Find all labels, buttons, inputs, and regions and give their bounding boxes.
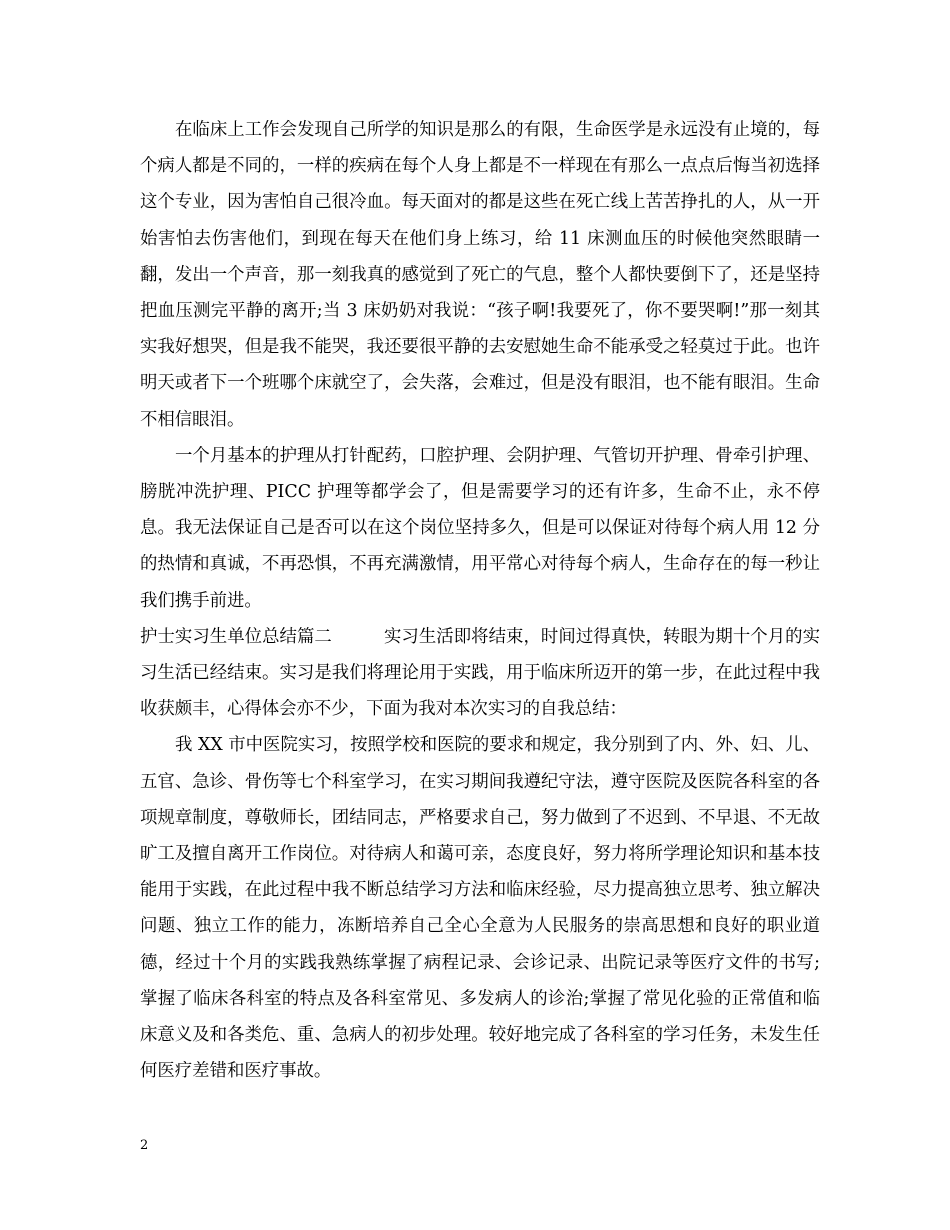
section-paragraph <box>140 619 820 728</box>
page-number: 2 <box>140 1138 149 1153</box>
paragraph-internship-summary: 我 XX 市中医院实习，按照学校和医院的要求和规定，我分别到了内、外、妇、儿、五官、急诊、骨伤等七个科室学习，在实习期间我遵纪守法，遵守医院及医院各科室的各项规章制度，尊敬师长，团结同志，严格要求自己，努力做到了不迟到、不早退、不无故旷工及擅自离开工作岗位。对待病人和蔼可亲，态度良好，努力将所学理论知识和基本技能用于实践，在此过程中我不断总结学习方法和临床经验，尽力提高独立思考、独立解决问题、独立工作的能力，冻断培养自己全心全意为人民服务的崇高思想和良好的职业道德，经过十个月的实践我熟练掌握了病程记录、会诊记录、出院记录等医疗文件的书写;掌握了临床各科室的特点及各科室常见、多发病人的诊治;掌握了常见化验的正常值和临床意义及和各类危、重、急病人的初步处理。较好地完成了各科室的学习任务，未发生任何医疗差错和医疗事故。 <box>140 735 820 1082</box>
section-lead-text: 实习生活即将结束，时间过得真快，转眼为期十个月的实习生活已经结束。实习是我们将理论用于实践，用于临床所迈开的第一步，在此过程中我收获颇丰，心得体会亦不少，下面为我对本次实习的自我总结： <box>140 626 820 720</box>
paragraph-nursing-skills: 一个月基本的护理从打针配药，口腔护理、会阴护理、气管切开护理、骨牵引护理、膀胱冲洗护理、PICC 护理等都学会了，但是需要学习的还有许多，生命不止，永不停息。我无法保证自己是否可以在这个岗位坚持多久，但是可以保证对待每个病人用 12 分的热情和真诚，不再恐惧，不再充满激情，用平常心对待每个病人，生命存在的每一秒让我们携手前进。 <box>140 445 820 611</box>
section-title: 护士实习生单位总结篇二 <box>140 626 332 647</box>
paragraph-clinical-reflection: 在临床上工作会发现自己所学的知识是那么的有限，生命医学是永远没有止境的，每个病人都是不同的，一样的疾病在每个人身上都是不一样现在有那么一点点后悔当初选择这个专业，因为害怕自己很冷血。每天面对的都是这些在死亡线上苦苦挣扎的人，从一开始害怕去伤害他们，到现在每天在他们身上练习，给 11 床测血压的时候他突然眼睛一翻，发出一个声音，那一刻我真的感觉到了死亡的气息，整个人都快要倒下了，还是坚持把血压测完平静的离开;当 3 床奶奶对我说：“孩子啊!我要死了，你不要哭啊!”那一刻其实我好想哭，但是我不能哭，我还要很平静的去安慰她生命不能承受之轻莫过于此。也许明天或者下一个班哪个床就空了，会失落，会难过，但是没有眼泪，也不能有眼泪。生命不相信眼泪。 <box>140 120 820 430</box>
document-body <box>140 112 820 1089</box>
